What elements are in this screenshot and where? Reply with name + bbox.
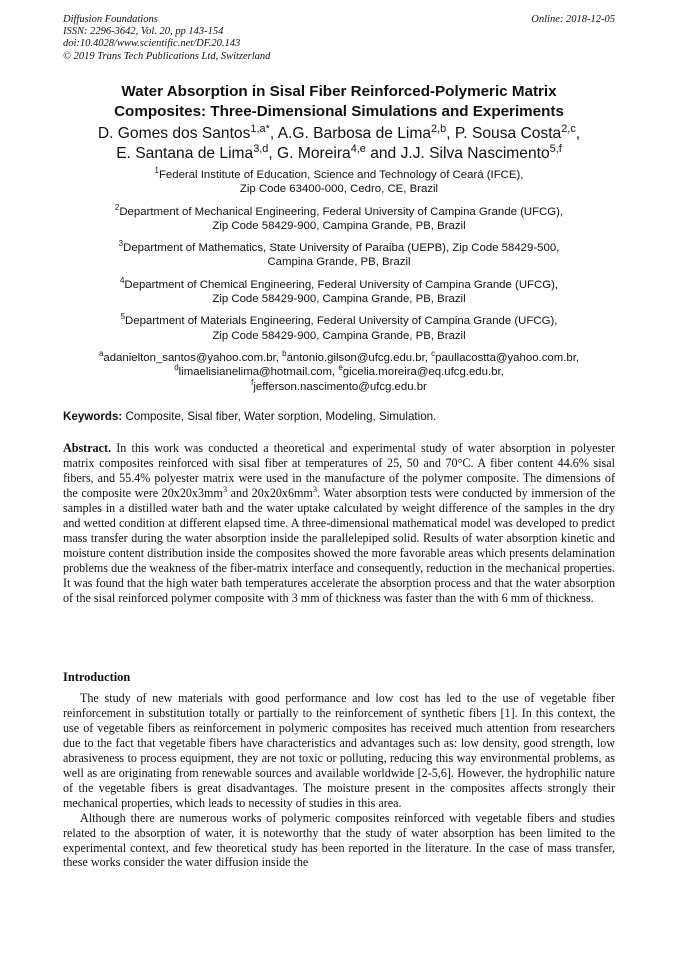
affiliation-line: Zip Code 63400-000, Cedro, CE, Brazil [239,183,439,196]
author-name: E. Santana de Lima [116,145,254,162]
doi-line: doi:10.4028/www.scientific.net/DF.20.143 [63,38,241,50]
author-sep: and [365,145,401,162]
issn-line: ISSN: 2296-3642, Vol. 20, pp 143-154 [63,26,224,38]
copyright-line: © 2019 Trans Tech Publications Ltd, Switzerland [63,50,271,62]
affiliations [63,168,615,394]
affiliation-num: 5 [120,312,126,322]
affiliation-line: Zip Code 58429-900, Campina Grande, PB, Brazil [212,329,466,342]
keywords [63,410,615,424]
affiliation-4 [63,275,615,307]
affiliation-num: 2 [114,202,120,212]
affiliation-3 [63,241,615,270]
abstract-text: In this work was conducted a theoretical and experimental study of water absorption in polyester matrix composites reinforced with sisal fiber at temperatures of 25, 50 and 70°C. A fiber content 44.6% sisal fibers, and 55.4% polyester matrix were used in the manufacture of the polymer composite. The dimensions of the composite were 20x20x3mm [63,441,615,500]
keywords-label: Keywords: [63,410,123,423]
title-line-2: Composites: Three-Dimensional Simulations and Experiments [114,102,564,120]
author-sup: 4,e [350,142,366,155]
affiliation-line: Zip Code 58429-900, Campina Grande, PB, Brazil [212,293,466,306]
author-list [63,124,615,164]
abstract [63,441,615,605]
affiliation-5 [63,314,615,343]
introduction-body [63,691,615,870]
author-name: A.G. Barbosa de Lima [277,125,432,142]
email-link[interactable]: antonio.gilson@ufcg.edu.br [286,351,425,364]
email-list: $^a$adanielton_santos@yahoo.com.br, $^b$antonio.gilson@ufcg.edu.br, $^c$paullacostta@yahoo.com.br, $^d$limaelisianelima@hotmail.com, $^e$gicelia.moreira@eq.ufcg.edu.br, $^f$jefferson.nascimento@ufcg.edu.br [98,349,580,393]
email-link[interactable]: jefferson.nascimento@ufcg.edu.br [253,380,427,393]
keywords-text: Composite, Sisal fiber, Water sorption, Modeling, Simulation. [122,410,437,423]
author-sup: 2,c [561,122,576,135]
author-name: G. Moreira [277,145,351,162]
section-heading-introduction: Introduction [63,670,131,684]
email-link[interactable]: limaelisianelima@hotmail.com [178,366,333,379]
affiliation-2 [63,202,615,234]
affiliation-num: 1 [154,166,159,176]
author-sep: , [269,125,278,142]
email-link[interactable]: paullacostta@yahoo.com.br [435,351,576,364]
author-name: P. Sousa Costa [454,125,562,142]
intro-paragraph-2: Although there are numerous works of polymeric composites reinforced with vegetable fibers and studies related to the absorption of water, it is noteworthy that the study of water absorption has been limited to the experimental context, and few theoretical study has been reported in the literature. In the case of mass transfer, these works consider the water diffusion inside the [63,810,615,870]
author-sup: 1,a* [250,122,270,135]
title-line-1: Water Absorption in Sisal Fiber Reinforced-Polymeric Matrix [121,83,557,100]
abstract-text: and 20x20x6mm [227,485,313,500]
intro-paragraph-1: The study of new materials with good performance and low cost has led to the use of vegetable fiber reinforcement in substitution totally or partially to the reinforcement of synthetic fibers [1]. In this context, the use of vegetable fibers as reinforcement in polymeric composites has received much attention from researchers due to the fact that vegetable fibers have characteristics and advantages such as: low density, good strength, low abrasiveness to process equipment, they are not toxic or polluting, reducing this way environmental problems, as well as are originating from renewable sources and available worldwide [2-5,6]. However, the hydrophilic nature of the vegetable fibers is great disadvantages. The moisture present in the composites affects strongly their mechanical properties, which leads to necessity of studies in this area. [63,691,615,810]
author-sup: 2,b [431,122,447,135]
affiliation-line: Federal Institute of Education, Science and Technology of Ceará (IFCE), [158,169,524,181]
author-name: J.J. Silva Nascimento [400,145,550,162]
affiliation-line: Department of Materials Engineering, Federal University of Campina Grande (UFCG), [125,315,558,328]
affiliation-line: Zip Code 58429-900, Campina Grande, PB, Brazil [212,219,466,232]
author-sep: , [446,125,455,142]
affiliation-line: Department of Mechanical Engineering, Federal University of Campina Grande (UFCG), [119,205,564,218]
email-link[interactable]: gicelia.moreira@eq.ufcg.edu.br [342,366,501,379]
author-sup: 3,d [253,142,269,155]
author-line-1 [63,124,615,144]
paper-title [63,82,615,121]
journal-name: Diffusion Foundations [63,14,158,25]
abstract-sup: 3 [222,483,228,494]
affiliation-line: Campina Grande, PB, Brazil [267,256,411,269]
author-line-2 [63,144,615,164]
email-link[interactable]: adanielton_santos@yahoo.com.br [103,351,276,364]
affiliation-line: Department of Chemical Engineering, Federal University of Campina Grande (UFCG), [124,278,559,291]
abstract-text: . Water absorption tests were conducted by immersion of the samples in a distilled water bath and the water uptake calculated by weight difference of the samples in the dry and wetted condition at different elapsed time. A three-dimensional mathematical model was developed to predict mass transfer during the water absorption inside the parallelepiped solid. Results of water absorption kinetic and moisture content distribution inside the composites showed the more favorable areas which presents delamination problems due the weakness of the fiber-matrix interface and consequently, reduction in the mechanical properties. It was found that the high water bath temperatures accelerate the absorption process and that the water absorption of the sisal reinforced polymer composite with 3 mm of thickness was faster than the with 6 mm of thickness. [63,485,615,605]
affiliation-num: 4 [119,275,125,285]
author-sep: , [268,145,278,162]
abstract-label: Abstract. [63,441,112,455]
affiliation-line: Department of Mathematics, State University of Paraiba (UEPB), Zip Code 58429-500, [123,242,560,255]
online-date: Online: 2018-12-05 [531,14,615,25]
affiliation-1 [63,168,615,197]
author-sup: 5,f [549,142,562,155]
abstract-sup: 3 [312,483,318,494]
affiliation-num: 3 [118,239,124,249]
author-name: D. Gomes dos Santos [97,125,251,142]
running-header [63,14,615,63]
author-sep: , [575,125,581,142]
